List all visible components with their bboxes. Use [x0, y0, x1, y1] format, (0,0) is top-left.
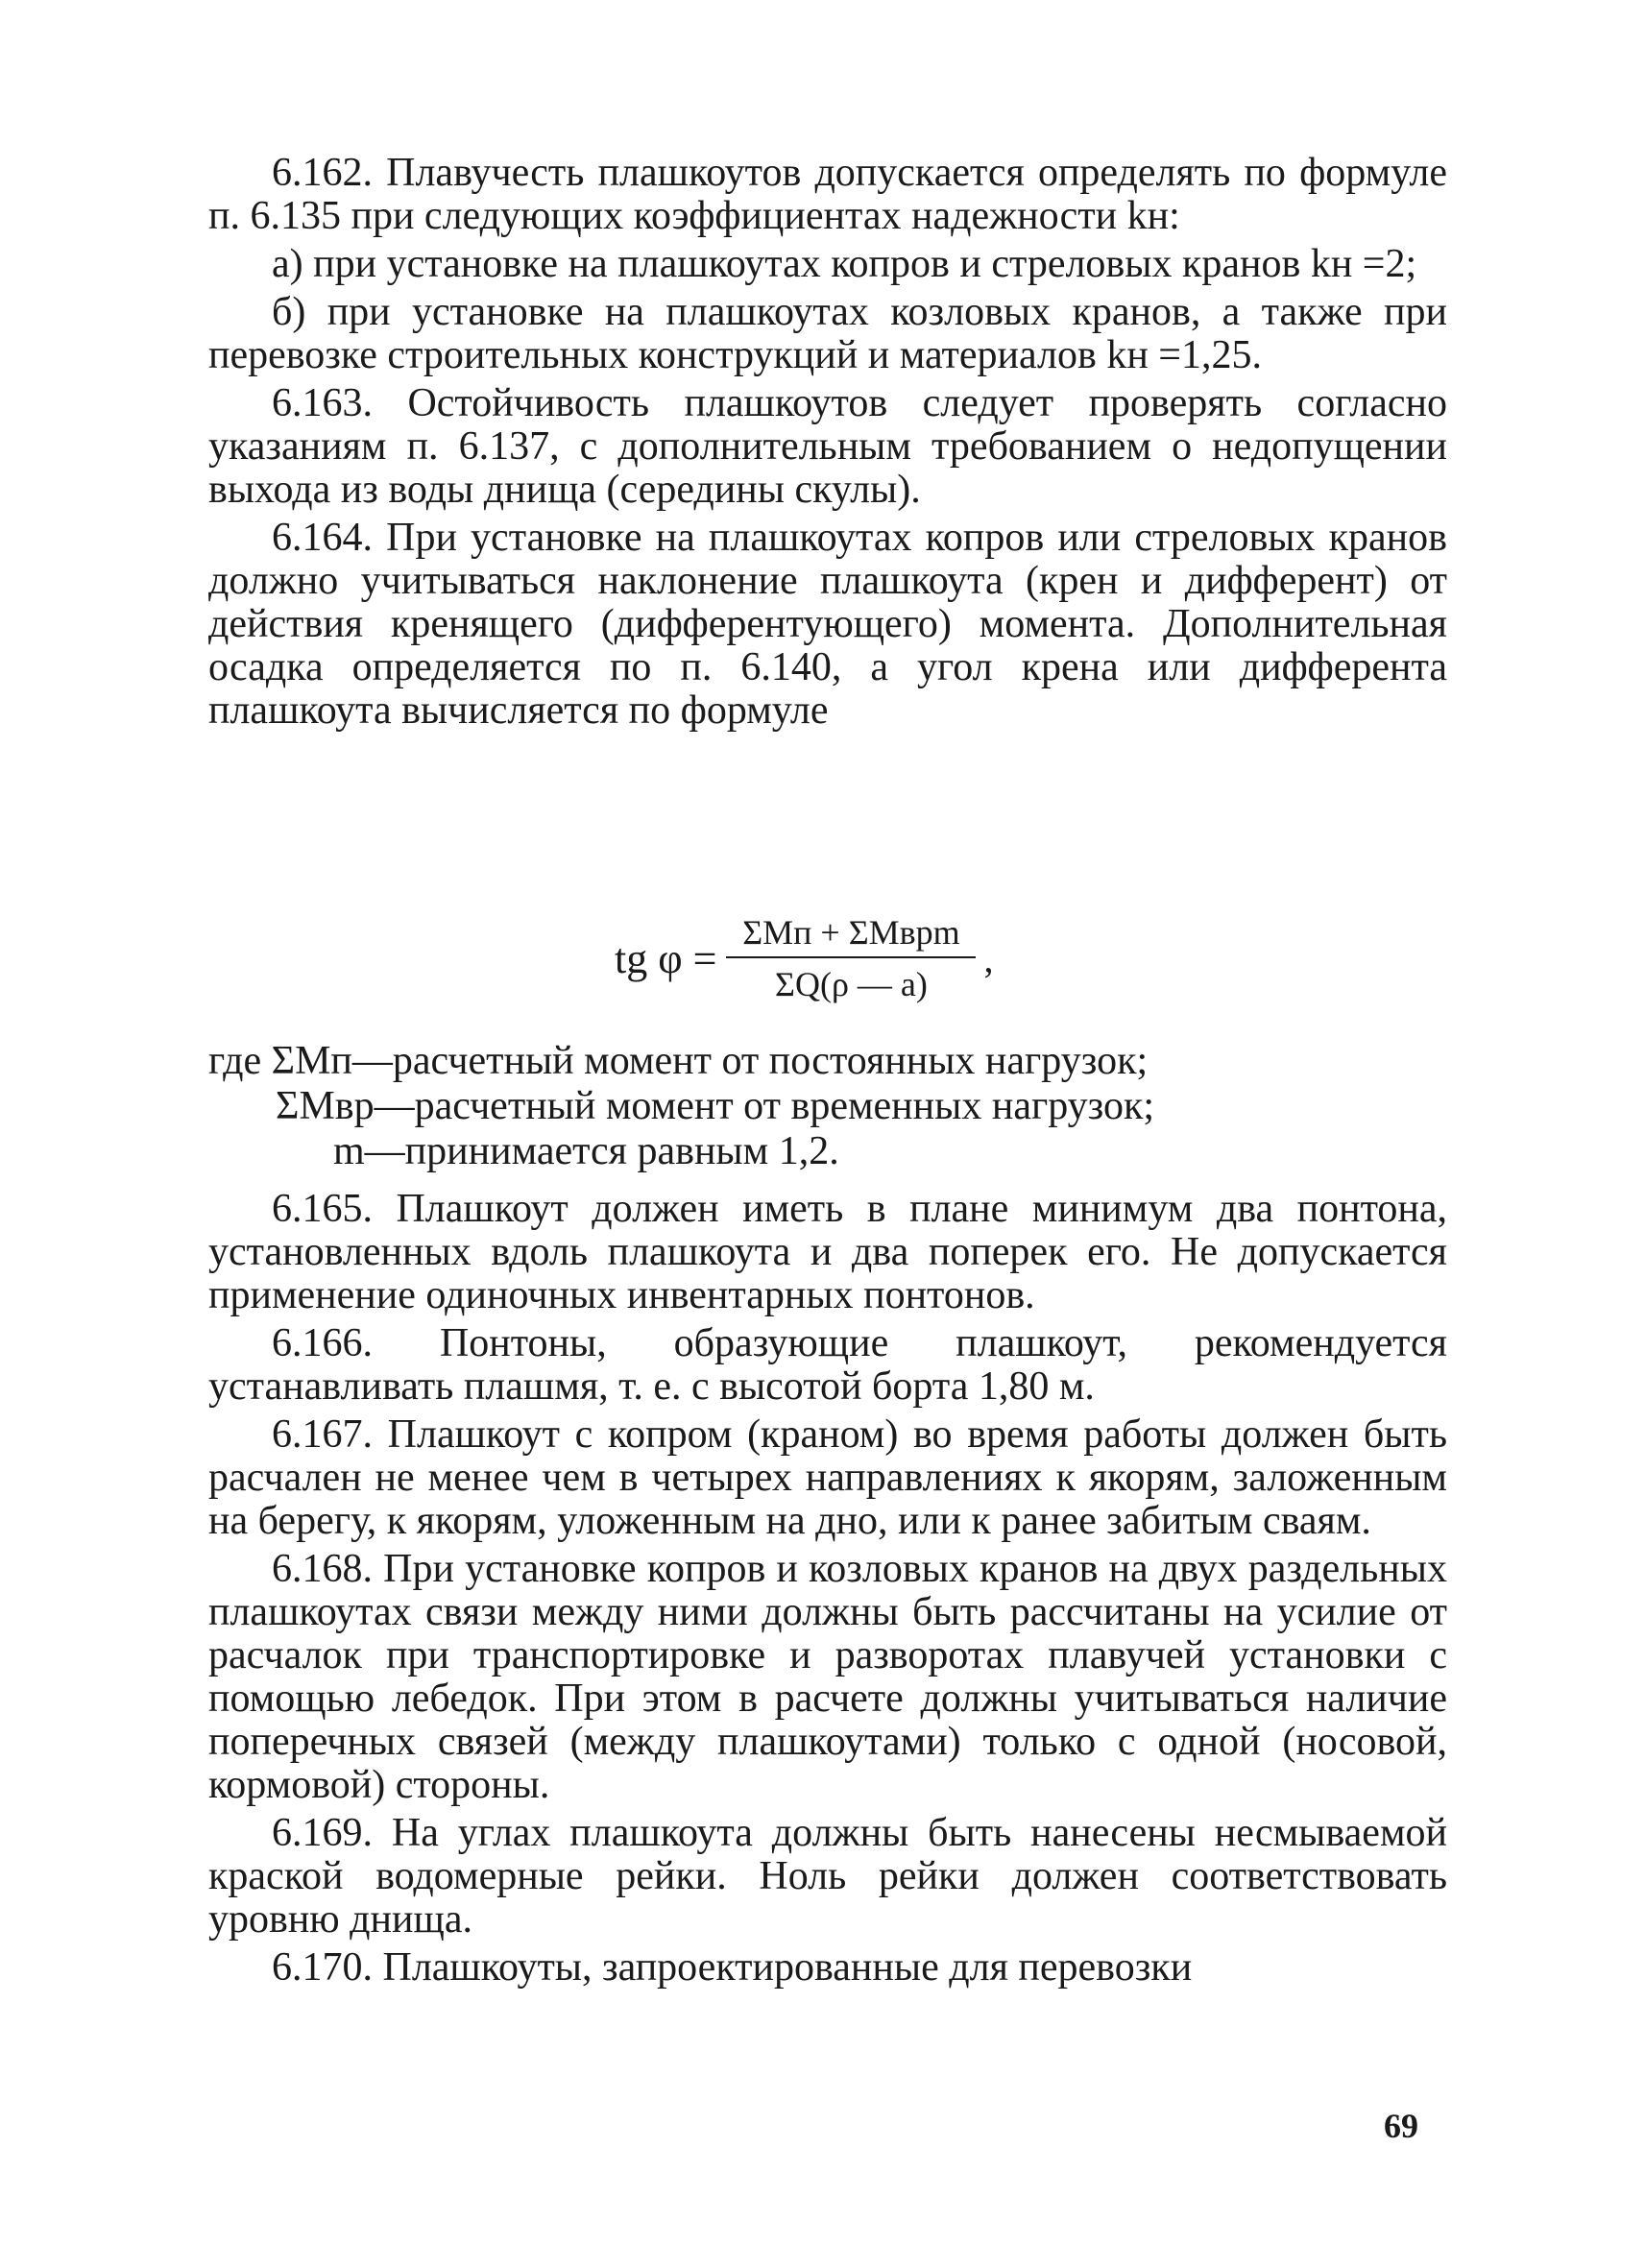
paragraph-6-162: 6.162. Плавучесть плашкоутов допускается определять по формуле п. 6.135 при следующих коэффициентах надежности kн: — [208, 151, 1447, 238]
formula-legend — [208, 1039, 1447, 1174]
formula-numerator: ΣMп + ΣMврm — [742, 913, 960, 952]
paragraph-6-169: 6.169. На углах плашкоута должны быть нанесены несмываемой краской водомерные рейки. Ноль рейки должен соответствовать уровню днища. — [208, 1811, 1447, 1942]
paragraph-6-165: 6.165. Плашкоут должен иметь в плане минимум два понтона, установленных вдоль плашкоута и два поперек его. Не допускается применение одиночных инвентарных понтонов. — [208, 1187, 1447, 1317]
paragraph-6-168: 6.168. При установке копров и козловых кранов на двух раздельных плашкоутах связи между ними должны быть рассчитаны на усилие от расчалок при транспортировке и разворотах плавучей установки с помощью лебедок. При этом в расчете должны учитываться наличие поперечных связей (между плашкоутами) только с одной (носовой, кормовой) стороны. — [208, 1547, 1447, 1807]
formula-denominator: ΣQ(ρ — a) — [775, 965, 928, 1003]
paragraph-6-170: 6.170. Плашкоуты, запроектированные для перевозки — [272, 1945, 1193, 1990]
text-block-bottom — [208, 1188, 1447, 1994]
text-block-top — [208, 152, 1447, 737]
formula-tg-phi — [615, 901, 993, 1016]
legend-line-3: m—принимается равным 1,2. — [333, 1129, 839, 1173]
paragraph-6-166: 6.166. Понтоны, образующие плашкоут, рекомендуется устанавливать плашмя, т. е. с высотой борта 1,80 м. — [208, 1321, 1447, 1409]
paragraph-6-164: 6.164. При установке на плашкоутах копров или стреловых кранов должно учитываться наклонение плашкоута (крен и дифферент) от действия кренящего (дифферентующего) момента. Дополнительная осадка определяется по п. 6.140, а угол крена или дифферента плашкоута вычисляется по формуле — [208, 516, 1447, 733]
legend-line-2: ΣMвр—расчетный момент от временных нагрузок; — [276, 1084, 1155, 1128]
paragraph-6-163: 6.163. Остойчивость плашкоутов следует проверять согласно указаниям п. 6.137, с дополнительным требованием о недопущении выхода из воды днища (середины скулы). — [208, 381, 1447, 512]
page-number: 69 — [1384, 2107, 1418, 2145]
legend-line-1: где ΣMп—расчетный момент от постоянных нагрузок; — [208, 1039, 1149, 1083]
paragraph-6-162-b: б) при установке на плашкоутах козловых кранов, а также при перевозке строительных конструкций и материалов kн =1,25. — [208, 290, 1447, 377]
formula-lhs: tg φ = — [615, 934, 717, 982]
formula-fraction — [726, 912, 976, 1004]
formula-trail: , — [983, 936, 994, 980]
paragraph-6-167: 6.167. Плашкоут с копром (краном) во время работы должен быть расчален не менее чем в четырех направлениях к якорям, заложенным на берегу, к якорям, уложенным на дно, или к ранее забитым сваям. — [208, 1412, 1447, 1543]
paragraph-6-162-a: а) при установке на плашкоутах копров и стреловых кранов kн =2; — [272, 242, 1417, 286]
